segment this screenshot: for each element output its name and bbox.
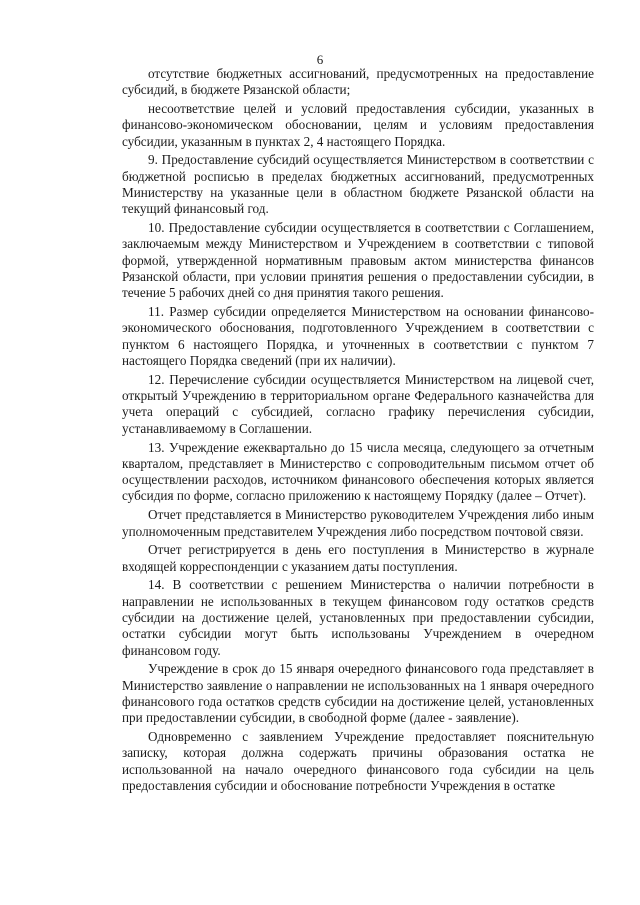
page-number: 6 bbox=[316, 52, 324, 67]
paragraph-application-deadline: Учреждение в срок до 15 января очередного финансового года представляет в Министерство заявление о направлении не использованных на 1 января очередного финансового года остатков средств субсидии на достижение целей, установленных при предоставлении субсидии, в свободной форме (далее - заявление). bbox=[122, 661, 594, 726]
paragraph-item-13: 13. Учреждение ежеквартально до 15 числа месяца, следующего за отчетным кварталом, представляет в Министерство с сопроводительным письмом отчет об осуществлении расходов, источником финансового обеспечения которых является субсидия по форме, согласно приложению к настоящему Порядку (далее – Отчет). bbox=[122, 439, 594, 504]
paragraph-report-submission: Отчет представляется в Министерство руководителем Учреждения либо иным уполномоченным представителем Учреждения либо посредством почтовой связи. bbox=[122, 507, 594, 539]
paragraph-mismatch-of-goals: несоответствие целей и условий предоставления субсидии, указанных в финансово-экономическом обосновании, целям и условиям предоставления субсидии, указанным в пунктах 2, 4 настоящего Порядка. bbox=[122, 101, 594, 149]
paragraph-absence-of-allocations: отсутствие бюджетных ассигнований, предусмотренных на предоставление субсидий, в бюджете Рязанской области; bbox=[122, 66, 594, 98]
document-body bbox=[122, 66, 594, 797]
paragraph-item-11: 11. Размер субсидии определяется Министерством на основании финансово-экономического обоснования, подготовленного Учреждением в соответствии с пунктом 6 настоящего Порядка, и уточненных в соответствии с пунктом 7 настоящего Порядка сведений (при их наличии). bbox=[122, 304, 594, 369]
paragraph-item-10: 10. Предоставление субсидии осуществляется в соответствии с Соглашением, заключаемым между Министерством и Учреждением в соответствии с типовой формой, утвержденной нормативным правовым актом министерства финансов Рязанской области, при условии принятия решения о предоставлении субсидии, в течение 5 рабочих дней со дня принятия такого решения. bbox=[122, 220, 594, 301]
paragraph-item-12: 12. Перечисление субсидии осуществляется Министерством на лицевой счет, открытый Учреждению в территориальном органе Федерального казначейства для учета операций с субсидией, согласно графику перечисления субсидии, устанавливаемому в Соглашении. bbox=[122, 371, 594, 436]
paragraph-item-9: 9. Предоставление субсидий осуществляется Министерством в соответствии с бюджетной росписью в пределах бюджетных ассигнований, предусмотренных Министерству на указанные цели в областном бюджете Рязанской области на текущий финансовый год. bbox=[122, 152, 594, 217]
paragraph-item-14: 14. В соответствии с решением Министерства о наличии потребности в направлении не использованных в текущем финансовом году остатков средств субсидии на достижение целей, установленных при предоставлении субсидии, остатки субсидии могут быть использованы Учреждением в очередном финансовом году. bbox=[122, 577, 594, 658]
paragraph-explanatory-note: Одновременно с заявлением Учреждение предоставляет пояснительную записку, которая должна содержать причины образования остатка не использованной на начало очередного финансового года субсидии на цель предоставления субсидии и обоснование потребности Учреждения в остатке bbox=[122, 729, 594, 793]
paragraph-report-registration: Отчет регистрируется в день его поступления в Министерство в журнале входящей корреспонденции с указанием даты поступления. bbox=[122, 542, 594, 574]
